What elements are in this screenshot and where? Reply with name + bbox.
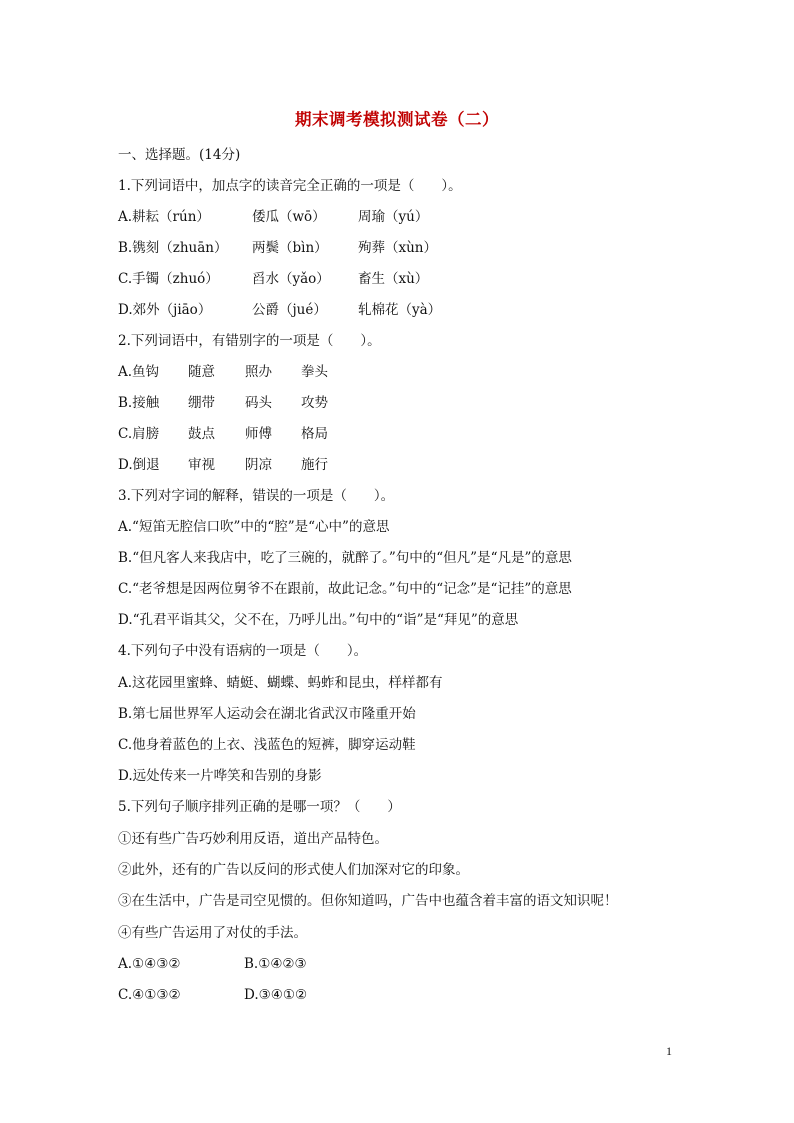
option-term: 格局 (301, 426, 328, 442)
option-term: 周瑜（yú） (358, 209, 429, 225)
option-term: 师傅 (245, 426, 272, 442)
option-a: A.①④③② (118, 956, 181, 972)
option-term: 审视 (188, 457, 215, 473)
question-5-sentence-4: ④有些广告运用了对仗的手法。 (118, 925, 307, 941)
option-term: 殉葬（xùn） (358, 240, 438, 256)
option-term: 畜生（xù） (358, 271, 429, 287)
page-number: 1 (666, 1044, 672, 1058)
option-d: D.③④①② (244, 987, 308, 1003)
option-term: 阴凉 (245, 457, 272, 473)
question-5-sentence-3: ③在生活中，广告是司空见惯的。但你知道吗，广告中也蕴含着丰富的语文知识呢！ (118, 893, 618, 909)
option-term: 施行 (301, 457, 328, 473)
option-term: B.镌刻（zhuān） (118, 240, 228, 256)
option-c: C.④①③② (118, 987, 181, 1003)
question-5-stem: 5.下列句子顺序排列正确的是哪一项？（ ） (118, 799, 401, 815)
question-4-option-a: A.这花园里蜜蜂、蜻蜓、蝴蝶、蚂蚱和昆虫，样样都有 (118, 675, 443, 691)
question-2-stem: 2.下列词语中，有错别字的一项是（ ）。 (118, 333, 381, 349)
question-4-option-c: C.他身着蓝色的上衣、浅蓝色的短裤，脚穿运动鞋 (118, 737, 416, 753)
option-term: 照办 (245, 364, 272, 380)
question-4-stem: 4.下列句子中没有语病的一项是（ ）。 (118, 643, 368, 659)
option-term: D.郊外（jiāo） (118, 302, 212, 318)
option-term: A.鱼钩 (118, 364, 160, 380)
option-term: C.肩膀 (118, 426, 160, 442)
section-heading: 一、选择题。(14分) (118, 147, 241, 163)
question-3-option-d: D.“孔君平诣其父，父不在，乃呼儿出。”句中的“诣”是“拜见”的意思 (118, 612, 519, 628)
question-4-option-b: B.第七届世界军人运动会在湖北省武汉市隆重开始 (118, 706, 416, 722)
question-5-sentence-1: ①还有些广告巧妙利用反语，道出产品特色。 (118, 831, 388, 847)
option-term: 舀水（yǎo） (252, 271, 330, 287)
option-term: 攻势 (301, 395, 328, 411)
option-term: A.耕耘（rún） (118, 209, 210, 225)
option-term: 倭瓜（wō） (252, 209, 326, 225)
option-term: 随意 (188, 364, 215, 380)
option-term: 码头 (245, 395, 272, 411)
question-3-option-b: B.“但凡客人来我店中，吃了三碗的，就醉了。”句中的“但凡”是“凡是”的意思 (118, 550, 572, 566)
option-term: D.倒退 (118, 457, 160, 473)
option-term: 轧棉花（yà） (358, 302, 442, 318)
option-term: 拳头 (301, 364, 328, 380)
option-term: B.接触 (118, 395, 160, 411)
page-title: 期末调考模拟测试卷（二） (295, 110, 499, 129)
question-4-option-d: D.远处传来一片哗笑和告别的身影 (118, 768, 322, 784)
option-term: 公爵（jué） (252, 302, 327, 318)
option-term: 两鬓（bìn） (252, 240, 328, 256)
question-3-option-c: C.“老爷想是因两位舅爷不在跟前，故此记念。”句中的“记念”是“记挂”的意思 (118, 581, 572, 597)
option-term: 鼓点 (188, 426, 215, 442)
option-b: B.①④②③ (244, 956, 307, 972)
question-3-stem: 3.下列对字词的解释，错误的一项是（ ）。 (118, 488, 395, 504)
question-5-sentence-2: ②此外，还有的广告以反问的形式使人们加深对它的印象。 (118, 862, 469, 878)
option-term: 绷带 (188, 395, 215, 411)
question-3-option-a: A.“短笛无腔信口吹”中的“腔”是“心中”的意思 (118, 519, 390, 535)
question-1-stem: 1.下列词语中，加点字的读音完全正确的一项是（ ）。 (118, 178, 462, 194)
option-term: C.手镯（zhuó） (118, 271, 219, 287)
